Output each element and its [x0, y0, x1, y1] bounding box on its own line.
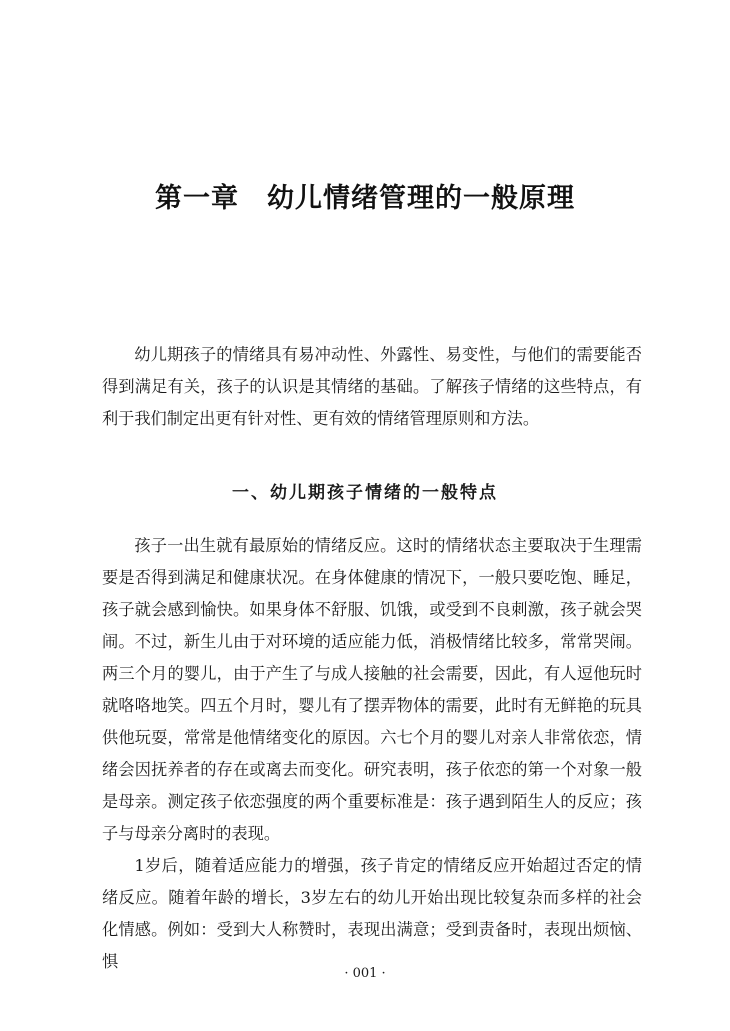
body-paragraph-2: 1岁后，随着适应能力的增强，孩子肯定的情绪反应开始超过否定的情绪反应。随着年龄的增长，3岁左右的幼儿开始出现比较复杂而多样的社会化情感。例如：受到大人称赞时，表现出满意；受到责备时，表现出烦恼、惧 [102, 856, 642, 971]
body-paragraph-1: 孩子一出生就有最原始的情绪反应。这时的情绪状态主要取决于生理需要是否得到满足和健康状况。在身体健康的情况下，一般只要吃饱、睡足，孩子就会感到愉快。如果身体不舒服、饥饿，或受到不良刺激，孩子就会哭闹。不过，新生儿由于对环境的适应能力低，消极情绪比较多，常常哭闹。两三个月的婴儿，由于产生了与成人接触的社会需要，因此，有人逗他玩时就咯咯地笑。四五个月时，婴儿有了摆弄物体的需要，此时有无鲜艳的玩具供他玩耍，常常是他情绪变化的原因。六七个月的婴儿对亲人非常依恋，情绪会因抚养者的存在或离去而变化。研究表明，孩子依恋的第一个对象一般是母亲。测定孩子依恋强度的两个重要标准是：孩子遇到陌生人的反应；孩子与母亲分离时的表现。 [102, 536, 642, 843]
intro-paragraph: 幼儿期孩子的情绪具有易冲动性、外露性、易变性，与他们的需要能否得到满足有关，孩子的认识是其情绪的基础。了解孩子情绪的这些特点，有利于我们制定出更有针对性、更有效的情绪管理原则和方法。 [102, 345, 642, 428]
section-title: 一、幼儿期孩子情绪的一般特点 [232, 483, 498, 503]
chapter-title [0, 176, 730, 215]
chapter-number: 第一章 [155, 183, 239, 214]
page-number: · 001 · [344, 966, 386, 981]
chapter-name: 幼儿情绪管理的一般原理 [267, 183, 575, 214]
section-body [102, 530, 642, 978]
